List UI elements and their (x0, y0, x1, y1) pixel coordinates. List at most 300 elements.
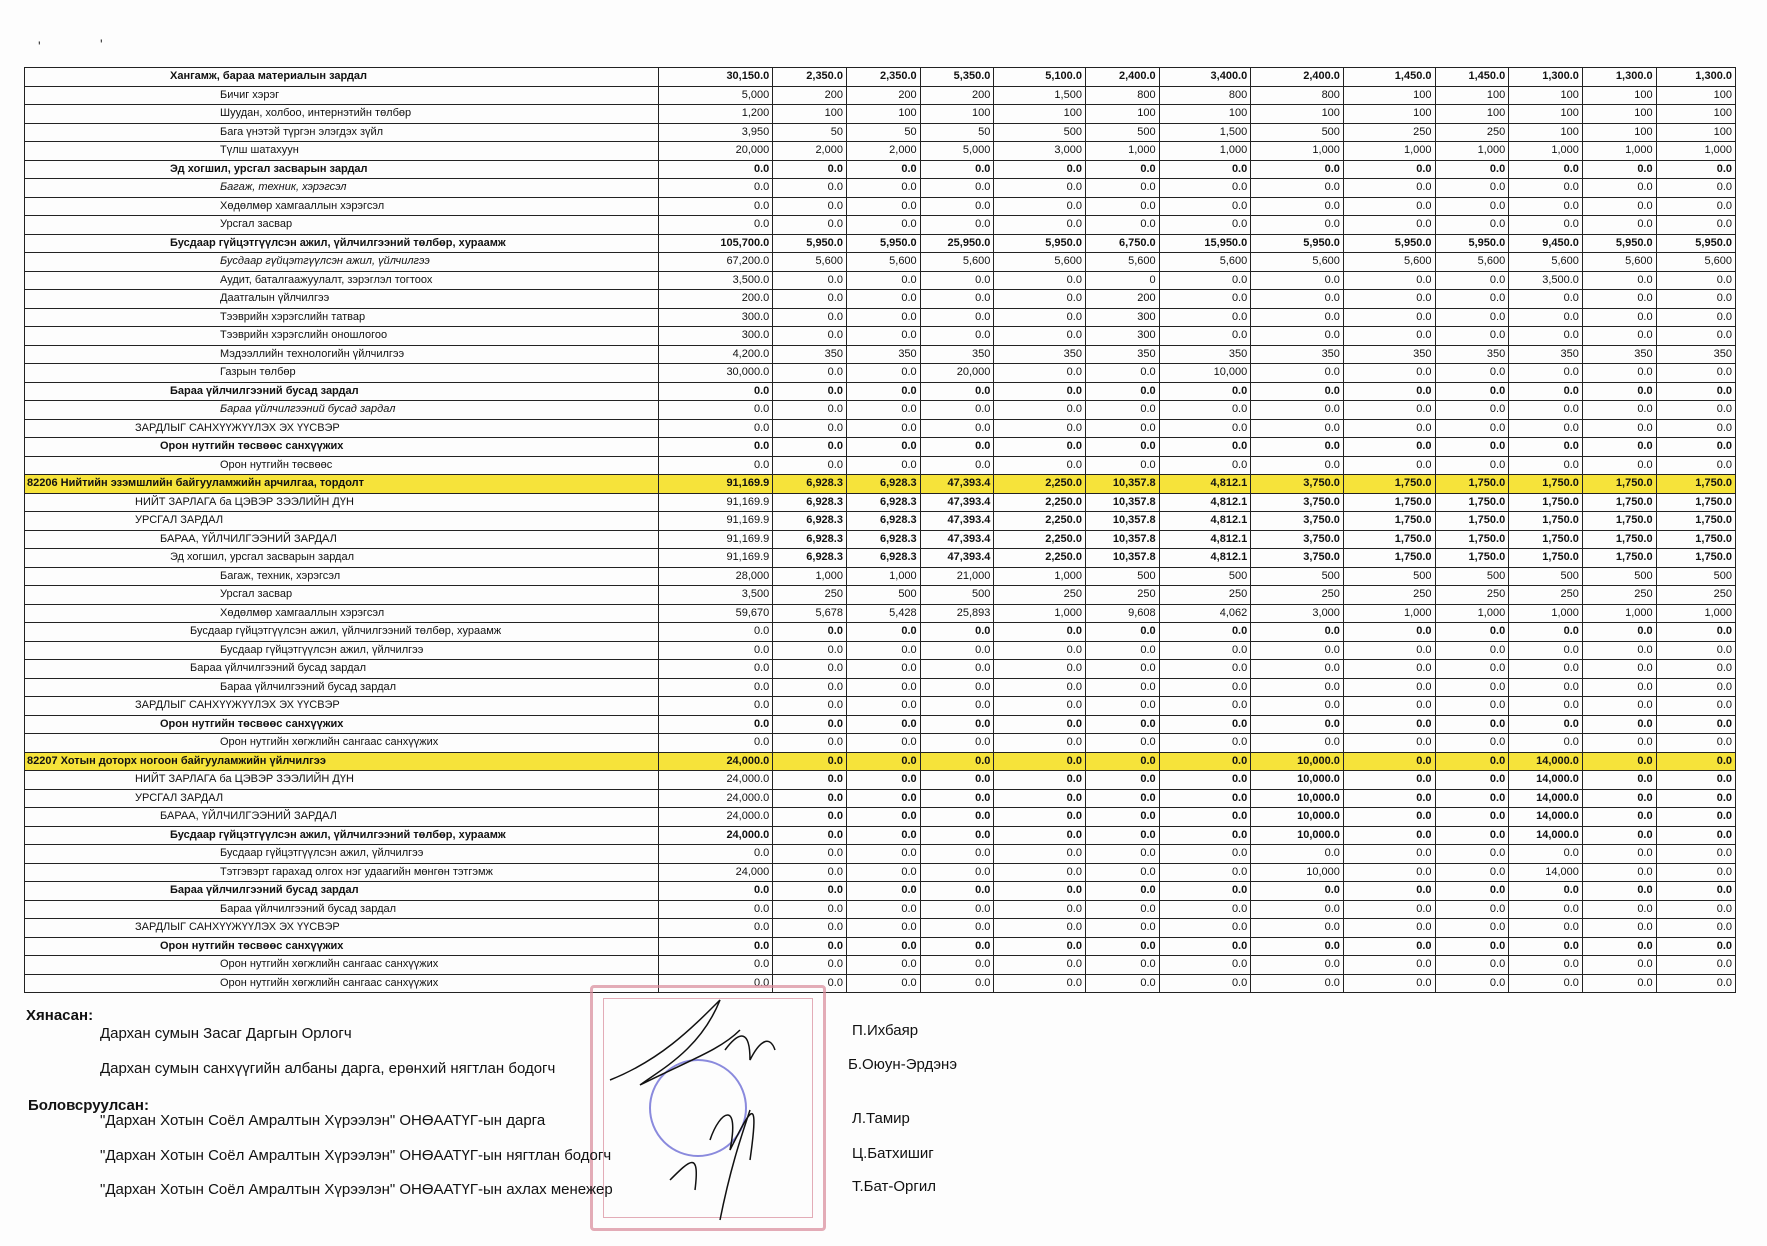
cell-value: 0.0 (1656, 660, 1735, 679)
row-label: Орон нутгийн төсвөөс санхүүжих (25, 937, 659, 956)
cell-value: 0.0 (846, 419, 920, 438)
cell-value: 250 (1435, 123, 1509, 142)
cell-value: 0.0 (1343, 752, 1435, 771)
cell-value: 0.0 (1656, 438, 1735, 457)
cell-value: 0.0 (773, 826, 847, 845)
cell-value: 0.0 (773, 456, 847, 475)
cell-value: 0.0 (1435, 808, 1509, 827)
cell-value: 0.0 (1251, 308, 1344, 327)
cell-value: 0.0 (1509, 364, 1583, 383)
cell-value: 0.0 (994, 937, 1086, 956)
cell-value: 0.0 (846, 826, 920, 845)
cell-value: 1,750.0 (1656, 475, 1735, 494)
cell-value: 0.0 (773, 863, 847, 882)
table-row (25, 845, 1736, 864)
cell-value: 0.0 (1656, 937, 1735, 956)
cell-value: 5,678 (773, 604, 847, 623)
cell-value: 0.0 (1435, 438, 1509, 457)
cell-value: 0.0 (846, 308, 920, 327)
cell-value: 0.0 (1159, 808, 1251, 827)
cell-value: 91,169.9 (659, 549, 773, 568)
cell-value: 14,000.0 (1509, 789, 1583, 808)
cell-value: 0.0 (1251, 438, 1344, 457)
cell-value: 24,000 (659, 863, 773, 882)
cell-value: 0.0 (1159, 623, 1251, 642)
cell-value: 0.0 (1251, 734, 1344, 753)
cell-value: 0.0 (1509, 845, 1583, 864)
row-label: ЗАРДЛЫГ САНХҮҮЖҮҮЛЭХ ЭХ ҮҮСВЭР (25, 919, 659, 938)
cell-value: 0.0 (1085, 678, 1159, 697)
row-label: Хөдөлмөр хамгааллын хэрэгсэл (25, 197, 659, 216)
cell-value: 0.0 (1085, 734, 1159, 753)
cell-value: 0.0 (1582, 974, 1656, 993)
table-row (25, 808, 1736, 827)
cell-value: 1,750.0 (1435, 475, 1509, 494)
cell-value: 1,750.0 (1582, 512, 1656, 531)
cell-value: 0.0 (1343, 974, 1435, 993)
cell-value: 0.0 (846, 179, 920, 198)
cell-value: 47,393.4 (920, 549, 994, 568)
cell-value: 0.0 (1509, 438, 1583, 457)
cell-value: 0.0 (1251, 382, 1344, 401)
cell-value: 0.0 (1159, 308, 1251, 327)
cell-value: 0.0 (773, 845, 847, 864)
cell-value: 0.0 (1435, 863, 1509, 882)
cell-value: 6,928.3 (846, 512, 920, 531)
row-label: ЗАРДЛЫГ САНХҮҮЖҮҮЛЭХ ЭХ ҮҮСВЭР (25, 697, 659, 716)
cell-value: 0.0 (994, 845, 1086, 864)
cell-value: 0.0 (1159, 660, 1251, 679)
cell-value: 0.0 (846, 401, 920, 420)
cell-value: 24,000.0 (659, 789, 773, 808)
cell-value: 0.0 (1251, 401, 1344, 420)
cell-value: 0.0 (1435, 715, 1509, 734)
cell-value: 0.0 (659, 900, 773, 919)
cell-value: 0.0 (1656, 382, 1735, 401)
cell-value: 5,600 (1656, 253, 1735, 272)
cell-value: 0.0 (1582, 290, 1656, 309)
approver-name: П.Ихбаяр (852, 1022, 919, 1039)
cell-value: 0.0 (773, 956, 847, 975)
cell-value: 0.0 (1656, 734, 1735, 753)
cell-value: 0.0 (1343, 863, 1435, 882)
cell-value: 1,000 (1435, 142, 1509, 161)
cell-value: 0.0 (1343, 919, 1435, 938)
cell-value: 0.0 (1656, 623, 1735, 642)
cell-value: 350 (1251, 345, 1344, 364)
table-row (25, 771, 1736, 790)
cell-value: 0.0 (920, 290, 994, 309)
cell-value: 1,750.0 (1509, 530, 1583, 549)
cell-value: 0.0 (1656, 919, 1735, 938)
cell-value: 0.0 (1343, 401, 1435, 420)
cell-value: 100 (920, 105, 994, 124)
table-row (25, 623, 1736, 642)
row-label: Хөдөлмөр хамгааллын хэрэгсэл (25, 604, 659, 623)
cell-value: 1,750.0 (1582, 493, 1656, 512)
cell-value: 100 (1509, 105, 1583, 124)
table-row (25, 937, 1736, 956)
cell-value: 0.0 (773, 715, 847, 734)
cell-value: 0.0 (1343, 419, 1435, 438)
cell-value: 0.0 (1509, 974, 1583, 993)
cell-value: 0.0 (1159, 956, 1251, 975)
cell-value: 4,812.1 (1159, 475, 1251, 494)
row-label: Орон нутгийн төсвөөс санхүүжих (25, 438, 659, 457)
cell-value: 0.0 (1435, 900, 1509, 919)
cell-value: 0.0 (1159, 789, 1251, 808)
cell-value: 1,000 (1509, 604, 1583, 623)
table-row (25, 549, 1736, 568)
cell-value: 0.0 (773, 623, 847, 642)
cell-value: 0.0 (994, 179, 1086, 198)
row-label: Тэтгэвэрт гарахад олгох нэг удаагийн мөнгөн тэтгэмж (25, 863, 659, 882)
preparer-role: "Дархан Хотын Соёл Амралтын Хүрээлэн" ОНӨААТҮГ-ын дарга (100, 1112, 546, 1129)
cell-value: 100 (1509, 86, 1583, 105)
cell-value: 14,000.0 (1509, 771, 1583, 790)
cell-value: 1,000 (994, 604, 1086, 623)
cell-value: 0.0 (1656, 900, 1735, 919)
cell-value: 0.0 (920, 271, 994, 290)
table-row (25, 216, 1736, 235)
cell-value: 0.0 (1085, 863, 1159, 882)
cell-value: 1,750.0 (1656, 493, 1735, 512)
cell-value: 0.0 (920, 863, 994, 882)
cell-value: 0.0 (994, 808, 1086, 827)
cell-value: 0.0 (659, 974, 773, 993)
preparer-name: Л.Тамир (852, 1110, 910, 1127)
row-label: Эд хогшил, урсгал засварын зардал (25, 549, 659, 568)
cell-value: 24,000.0 (659, 808, 773, 827)
cell-value: 3,750.0 (1251, 475, 1344, 494)
cell-value: 0.0 (1435, 826, 1509, 845)
cell-value: 3,500 (659, 586, 773, 605)
cell-value: 0.0 (1582, 882, 1656, 901)
preparer-name: Т.Бат-Оргил (852, 1178, 937, 1195)
cell-value: 0.0 (1159, 382, 1251, 401)
cell-value: 2,400.0 (1251, 68, 1344, 87)
cell-value: 0.0 (1509, 216, 1583, 235)
cell-value: 0.0 (994, 752, 1086, 771)
cell-value: 0.0 (1343, 271, 1435, 290)
cell-value: 0.0 (1656, 882, 1735, 901)
cell-value: 5,950.0 (1656, 234, 1735, 253)
cell-value: 21,000 (920, 567, 994, 586)
cell-value: 5,000 (659, 86, 773, 105)
cell-value: 2,250.0 (994, 549, 1086, 568)
cell-value: 1,750.0 (1435, 512, 1509, 531)
cell-value: 0.0 (846, 678, 920, 697)
cell-value: 6,928.3 (773, 549, 847, 568)
cell-value: 5,600 (1509, 253, 1583, 272)
cell-value: 0.0 (1251, 456, 1344, 475)
cell-value: 0.0 (1251, 919, 1344, 938)
cell-value: 500 (1343, 567, 1435, 586)
cell-value: 0.0 (1085, 937, 1159, 956)
cell-value: 47,393.4 (920, 475, 994, 494)
cell-value: 250 (1343, 586, 1435, 605)
cell-value: 10,357.8 (1085, 512, 1159, 531)
cell-value: 3,000 (1251, 604, 1344, 623)
cell-value: 5,600 (1251, 253, 1344, 272)
cell-value: 0.0 (846, 456, 920, 475)
cell-value: 59,670 (659, 604, 773, 623)
cell-value: 0.0 (1435, 752, 1509, 771)
cell-value: 0.0 (773, 789, 847, 808)
cell-value: 0.0 (846, 641, 920, 660)
cell-value: 0.0 (1251, 160, 1344, 179)
cell-value: 91,169.9 (659, 475, 773, 494)
row-label: НИЙТ ЗАРЛАГА ба ЦЭВЭР ЗЭЭЛИЙН ДҮН (25, 771, 659, 790)
cell-value: 1,750.0 (1509, 493, 1583, 512)
cell-value: 0.0 (1435, 456, 1509, 475)
cell-value: 0.0 (1509, 919, 1583, 938)
cell-value: 0.0 (1656, 290, 1735, 309)
cell-value: 0.0 (1159, 974, 1251, 993)
cell-value: 5,600 (773, 253, 847, 272)
cell-value: 0.0 (1582, 808, 1656, 827)
cell-value: 6,928.3 (846, 549, 920, 568)
row-label: Хангамж, бараа материалын зардал (25, 68, 659, 87)
scan-mark: ' (100, 36, 103, 52)
cell-value: 1,000 (1435, 604, 1509, 623)
cell-value: 0.0 (1085, 826, 1159, 845)
cell-value: 1,000 (1343, 604, 1435, 623)
cell-value: 0.0 (773, 900, 847, 919)
cell-value: 0.0 (846, 364, 920, 383)
cell-value: 0.0 (1343, 160, 1435, 179)
row-label: Аудит, баталгаажуулалт, зэрэглэл тогтоох (25, 271, 659, 290)
cell-value: 1,000 (1656, 604, 1735, 623)
row-label: Бараа үйлчилгээний бусад зардал (25, 382, 659, 401)
cell-value: 0.0 (994, 419, 1086, 438)
table-row (25, 567, 1736, 586)
cell-value: 250 (1251, 586, 1344, 605)
cell-value: 0.0 (1509, 290, 1583, 309)
cell-value: 0.0 (1509, 641, 1583, 660)
cell-value: 0.0 (773, 179, 847, 198)
cell-value: 0.0 (846, 327, 920, 346)
table-row (25, 327, 1736, 346)
cell-value: 0.0 (659, 845, 773, 864)
cell-value: 2,250.0 (994, 530, 1086, 549)
cell-value: 0.0 (1582, 456, 1656, 475)
cell-value: 3,750.0 (1251, 493, 1344, 512)
cell-value: 1,000 (846, 567, 920, 586)
cell-value: 0.0 (1159, 882, 1251, 901)
cell-value: 0.0 (1159, 900, 1251, 919)
cell-value: 0.0 (994, 623, 1086, 642)
row-label: УРСГАЛ ЗАРДАЛ (25, 789, 659, 808)
cell-value: 0.0 (1085, 900, 1159, 919)
cell-value: 0.0 (1582, 308, 1656, 327)
cell-value: 100 (773, 105, 847, 124)
row-label: Бичиг хэрэг (25, 86, 659, 105)
cell-value: 0.0 (1085, 771, 1159, 790)
cell-value: 0.0 (773, 364, 847, 383)
cell-value: 0.0 (1085, 956, 1159, 975)
cell-value: 0.0 (1343, 826, 1435, 845)
cell-value: 0.0 (1656, 956, 1735, 975)
approver-role: Дархан сумын санхүүгийн албаны дарга, ерөнхий нягтлан бодогч (100, 1060, 556, 1077)
prepared-heading: Боловсруулсан: (28, 1097, 149, 1114)
cell-value: 0.0 (659, 623, 773, 642)
cell-value: 0.0 (1582, 382, 1656, 401)
cell-value: 0.0 (1343, 438, 1435, 457)
table-row (25, 974, 1736, 993)
cell-value: 0.0 (1509, 678, 1583, 697)
cell-value: 0.0 (1085, 882, 1159, 901)
row-label: Бусдаар гүйцэтгүүлсэн ажил, үйлчилгээ (25, 845, 659, 864)
cell-value: 0.0 (1159, 327, 1251, 346)
row-label: Бараа үйлчилгээний бусад зардал (25, 900, 659, 919)
cell-value: 0.0 (1085, 919, 1159, 938)
cell-value: 6,928.3 (773, 530, 847, 549)
cell-value: 5,000 (920, 142, 994, 161)
cell-value: 4,812.1 (1159, 493, 1251, 512)
cell-value: 0.0 (773, 734, 847, 753)
cell-value: 0.0 (1656, 401, 1735, 420)
cell-value: 10,357.8 (1085, 475, 1159, 494)
cell-value: 0.0 (1656, 826, 1735, 845)
cell-value: 10,357.8 (1085, 530, 1159, 549)
cell-value: 0.0 (846, 752, 920, 771)
cell-value: 1,750.0 (1343, 549, 1435, 568)
cell-value: 0.0 (1435, 197, 1509, 216)
preparer-role: "Дархан Хотын Соёл Амралтын Хүрээлэн" ОНӨААТҮГ-ын нягтлан бодогч (100, 1147, 612, 1164)
cell-value: 1,750.0 (1656, 512, 1735, 531)
cell-value: 0.0 (1656, 327, 1735, 346)
table-row (25, 919, 1736, 938)
signatures (600, 990, 860, 1230)
approved-heading: Хянасан: (26, 1007, 94, 1024)
budget-table (24, 67, 1736, 993)
cell-value: 3,750.0 (1251, 512, 1344, 531)
cell-value: 0.0 (1343, 937, 1435, 956)
cell-value: 250 (1582, 586, 1656, 605)
cell-value: 350 (994, 345, 1086, 364)
cell-value: 0.0 (846, 271, 920, 290)
cell-value: 200 (773, 86, 847, 105)
cell-value: 5,950.0 (994, 234, 1086, 253)
cell-value: 500 (846, 586, 920, 605)
cell-value: 0.0 (1435, 956, 1509, 975)
cell-value: 0.0 (1085, 456, 1159, 475)
cell-value: 0.0 (994, 197, 1086, 216)
cell-value: 3,500.0 (1509, 271, 1583, 290)
cell-value: 0.0 (1582, 715, 1656, 734)
cell-value: 0.0 (994, 216, 1086, 235)
cell-value: 0.0 (1085, 808, 1159, 827)
cell-value: 6,750.0 (1085, 234, 1159, 253)
cell-value: 0.0 (1159, 845, 1251, 864)
table-row (25, 253, 1736, 272)
cell-value: 0.0 (1085, 660, 1159, 679)
cell-value: 10,000.0 (1251, 808, 1344, 827)
row-label: Шуудан, холбоо, интернэтийн төлбөр (25, 105, 659, 124)
cell-value: 47,393.4 (920, 493, 994, 512)
cell-value: 0.0 (1251, 937, 1344, 956)
row-label: Урсгал засвар (25, 586, 659, 605)
cell-value: 0.0 (1251, 845, 1344, 864)
cell-value: 0.0 (773, 197, 847, 216)
cell-value: 24,000.0 (659, 752, 773, 771)
cell-value: 2,350.0 (846, 68, 920, 87)
cell-value: 0.0 (1343, 660, 1435, 679)
cell-value: 10,000 (1251, 863, 1344, 882)
cell-value: 5,350.0 (920, 68, 994, 87)
cell-value: 0.0 (659, 937, 773, 956)
table-row (25, 382, 1736, 401)
cell-value: 0.0 (1343, 197, 1435, 216)
cell-value: 0.0 (1085, 715, 1159, 734)
cell-value: 0.0 (1582, 919, 1656, 938)
cell-value: 5,600 (1582, 253, 1656, 272)
cell-value: 0.0 (1582, 900, 1656, 919)
cell-value: 14,000.0 (1509, 826, 1583, 845)
cell-value: 9,608 (1085, 604, 1159, 623)
cell-value: 100 (846, 105, 920, 124)
cell-value: 0.0 (1159, 697, 1251, 716)
cell-value: 0.0 (659, 919, 773, 938)
cell-value: 0.0 (1159, 456, 1251, 475)
cell-value: 0.0 (1343, 734, 1435, 753)
cell-value: 0.0 (1159, 752, 1251, 771)
cell-value: 0.0 (773, 160, 847, 179)
cell-value: 0.0 (920, 160, 994, 179)
cell-value: 0.0 (1435, 623, 1509, 642)
cell-value: 0.0 (1159, 179, 1251, 198)
cell-value: 91,169.9 (659, 493, 773, 512)
cell-value: 0.0 (1343, 623, 1435, 642)
cell-value: 800 (1085, 86, 1159, 105)
row-label: УРСГАЛ ЗАРДАЛ (25, 512, 659, 531)
cell-value: 0.0 (1343, 678, 1435, 697)
cell-value: 0.0 (659, 438, 773, 457)
cell-value: 0.0 (1509, 308, 1583, 327)
cell-value: 500 (1085, 567, 1159, 586)
cell-value: 0 (1085, 271, 1159, 290)
cell-value: 0.0 (994, 327, 1086, 346)
cell-value: 500 (1656, 567, 1735, 586)
cell-value: 250 (1343, 123, 1435, 142)
scan-mark: ' (38, 38, 41, 54)
row-label: Орон нутгийн хөгжлийн сангаас санхүүжих (25, 734, 659, 753)
cell-value: 1,750.0 (1343, 475, 1435, 494)
table-row (25, 586, 1736, 605)
cell-value: 0.0 (1509, 327, 1583, 346)
cell-value: 47,393.4 (920, 530, 994, 549)
cell-value: 1,750.0 (1509, 475, 1583, 494)
table-row (25, 641, 1736, 660)
cell-value: 5,600 (1085, 253, 1159, 272)
cell-value: 0.0 (994, 956, 1086, 975)
cell-value: 0.0 (920, 771, 994, 790)
cell-value: 0.0 (994, 456, 1086, 475)
cell-value: 0.0 (1582, 641, 1656, 660)
cell-value: 0.0 (1159, 401, 1251, 420)
cell-value: 0.0 (1343, 308, 1435, 327)
cell-value: 200.0 (659, 290, 773, 309)
table-row (25, 512, 1736, 531)
table-row (25, 493, 1736, 512)
cell-value: 0.0 (1656, 160, 1735, 179)
table-row (25, 882, 1736, 901)
table-row (25, 475, 1736, 494)
cell-value: 0.0 (659, 697, 773, 716)
cell-value: 0.0 (1582, 734, 1656, 753)
cell-value: 250 (1435, 586, 1509, 605)
